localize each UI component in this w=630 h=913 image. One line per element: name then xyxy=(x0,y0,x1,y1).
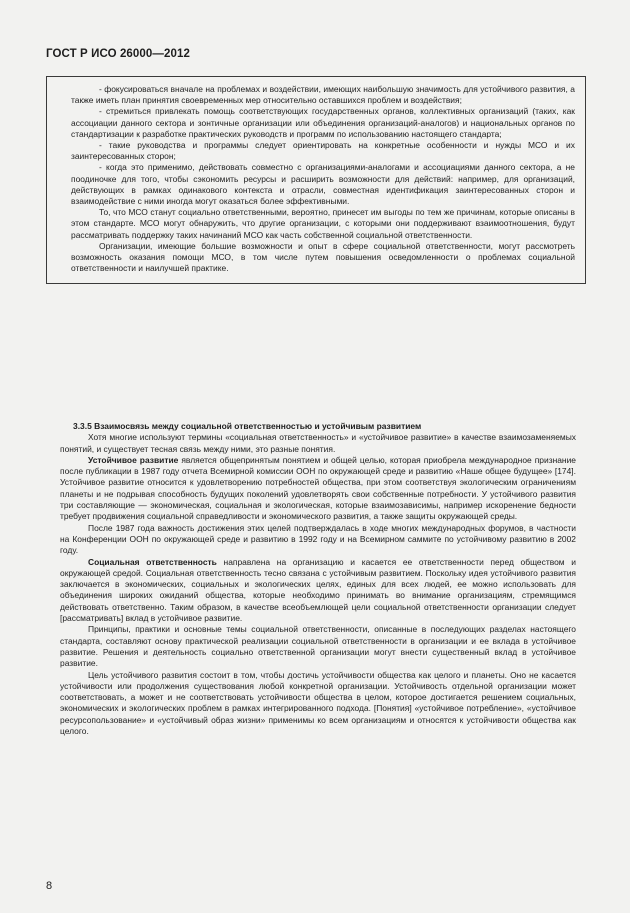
paragraph-text: направлена на организацию и касается ее ответственности перед обществом и окружающей средой. Социальная ответственность тесно связана с устойчивым развитием. Поскольку идея устойчивого развития заключается в экономических, социальных и экологических целях, единых для всех людей, ее можно использовать для объединения широких ожиданий общества, которые необходимо принимать во внимание организациям, стремящимся действовать ответственно. Таким образом, в качестве всеобъемлющей цели социальной ответственности организации следует [рассматривать] вклад в устойчивое развитие. xyxy=(60,556,576,624)
term-sustainable-development: Устойчивое развитие xyxy=(88,454,179,465)
box-paragraph: То, что МСО станут социально ответственными, вероятно, принесет им выгоды по тем же причинам, которые описаны в этом стандарте. МСО могут обнаружить, что другие организации, с которыми они поддерживают взаимоотношения, будут рассматривать поддержку таких начинаний МСО как часть собственной социальной ответственности. xyxy=(71,207,575,240)
section-body xyxy=(60,421,576,737)
body-paragraph xyxy=(60,557,576,625)
section-heading: 3.3.5 Взаимосвязь между социальной ответственностью и устойчивым развитием xyxy=(73,421,422,431)
box-paragraph: - когда это применимо, действовать совместно с организациями-аналогами и ассоциациями данного сектора, а не поодиночке для того, чтобы сэкономить ресурсы и расширить возможности для действий: например, для организаций, действующих в рамках одинакового контекста и отрасли, совместная идентификация заинтересованных сторон и взаимодействие с ними иногда могут оказаться более эффективными. xyxy=(71,162,575,207)
body-paragraph: Принципы, практики и основные темы социальной ответственности, описанные в последующих разделах настоящего стандарта, составляют основу практической реализации социальной ответственности в организации и ее вклада в устойчивое развитие. Решения и деятельность социально ответственной организации могут внести существенный вклад в устойчивое развитие. xyxy=(60,624,576,669)
box-paragraph: Организации, имеющие большие возможности и опыт в сфере социальной ответственности, могут рассмотреть возможность оказания помощи МСО, в том числе путем повышения осведомленности о проблемах социальной ответственности и наилучшей практике. xyxy=(71,240,575,274)
body-paragraph: Хотя многие используют термины «социальная ответственность» и «устойчивое развитие» в качестве взаимозаменяемых понятий, и существует тесная связь между ними, это разные понятия. xyxy=(60,432,576,454)
box-paragraph: - такие руководства и программы следует ориентировать на конкретные особенности и нужды МСО и их заинтересованных сторон; xyxy=(71,140,575,162)
body-paragraph xyxy=(60,455,576,523)
body-paragraph: Цель устойчивого развития состоит в том, чтобы достичь устойчивости общества как целого и планеты. Оно не касается устойчивости или продолжения существования любой конкретной организации. Устойчивость отдельной организации может соответствовать, а может и не соответствовать устойчивости общества в целом, которое достигается решением социальных, экономических и экологических проблем в рамках интегрированного подхода. [Понятия] «устойчивое потребление», «устойчивое ресурсопользование» и «устойчивый образ жизни» применимы ко всем организациям и относятся к устойчивости общества как целого. xyxy=(60,669,576,737)
document-header: ГОСТ Р ИСО 26000—2012 xyxy=(46,48,191,60)
term-social-responsibility: Социальная ответственность xyxy=(88,556,217,567)
box-paragraph: - фокусироваться вначале на проблемах и воздействии, имеющих наибольшую значимость для устойчивого развития, а также иметь план принятия своевременных мер относительно оставшихся проблем и воздействия; xyxy=(71,84,575,106)
box-paragraph: - стремиться привлекать помощь соответствующих государственных органов, коллективных организаций (таких, как ассоциации данного сектора и зонтичные организации или объединения организаций-аналогов) и национальных органов по стандартизации к разработке практических руководств и программ по использованию настоящего стандарта; xyxy=(71,106,575,139)
boxed-note xyxy=(46,76,586,284)
body-paragraph: После 1987 года важность достижения этих целей подтверждалась в ходе многих международных форумов, в частности на Конференции ООН по окружающей среде и развитию в 1992 году и на Всемирном саммите по устойчивому развитию в 2002 году. xyxy=(60,522,576,556)
paragraph-text: является общепринятым понятием и общей целью, которая приобрела международное признание после публикации в 1987 году отчета Всемирной комиссии ООН по окружающей среде и развитию «Наше общее будущее» [174]. Устойчивое развитие относится к удовлетворению потребностей общества, при этом соответствуя экологическим ограничениям планеты и не подрывая способность будущих поколений удовлетворять свои собственные потребности. У устойчивого развития три составляющие — экономическая, социальная и экологическая, которые взаимозависимы, например искоренение бедности требует продвижения социальной справедливости и экономического развития, а также защиты окружающей среды. xyxy=(60,454,576,522)
page-number: 8 xyxy=(46,880,53,892)
